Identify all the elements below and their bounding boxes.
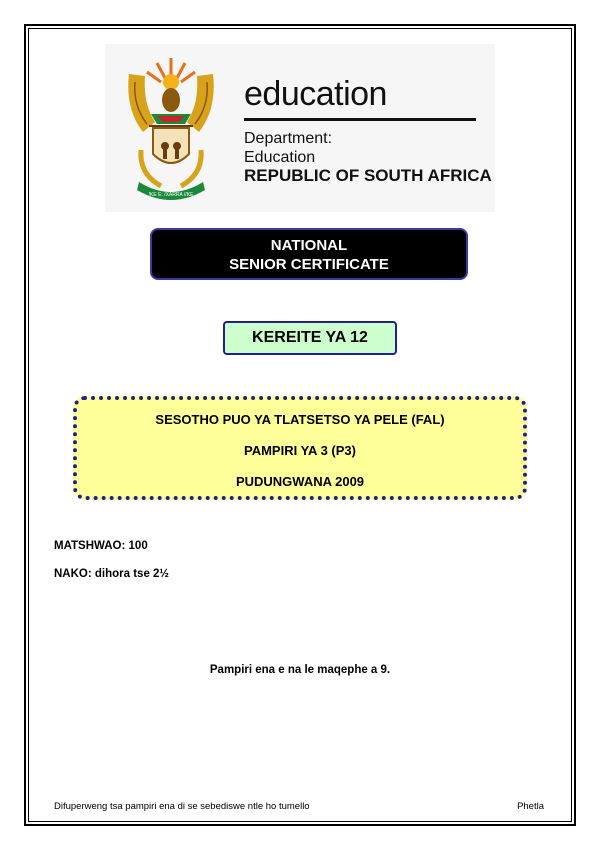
copyright-notice: Difuperweng tsa pampiri ena di se sebediswe ntle ho tumello [54,801,310,812]
turn-over-label: Phetla [517,801,544,812]
department-label: Department: [244,130,333,147]
wordmark-underline [244,118,476,121]
total-marks: MATSHWAO: 100 [54,540,148,552]
coat-of-arms-logo [121,54,221,204]
certificate-banner [150,228,468,280]
motto-text: !KE E: /XARRA //KE [148,192,194,198]
country-name: REPUBLIC OF SOUTH AFRICA [244,166,492,185]
department-name: Education [244,149,316,166]
exam-session: PUDUNGWANA 2009 [235,474,365,489]
education-wordmark: education [244,75,387,113]
certificate-line-1: NATIONAL [270,237,348,254]
page-count-note: Pampiri ena e na le maqephe a 9. [209,664,391,676]
subject-title: SESOTHO PUO YA TLATSETSO YA PELE (FAL) [155,412,445,427]
subject-panel [73,396,527,500]
grade-label: KEREITE YA 12 [223,321,397,355]
exam-duration: NAKO: dihora tse 2½ [54,568,170,580]
paper-number: PAMPIRI YA 3 (P3) [244,443,356,458]
certificate-line-2: SENIOR CERTIFICATE [229,256,389,273]
